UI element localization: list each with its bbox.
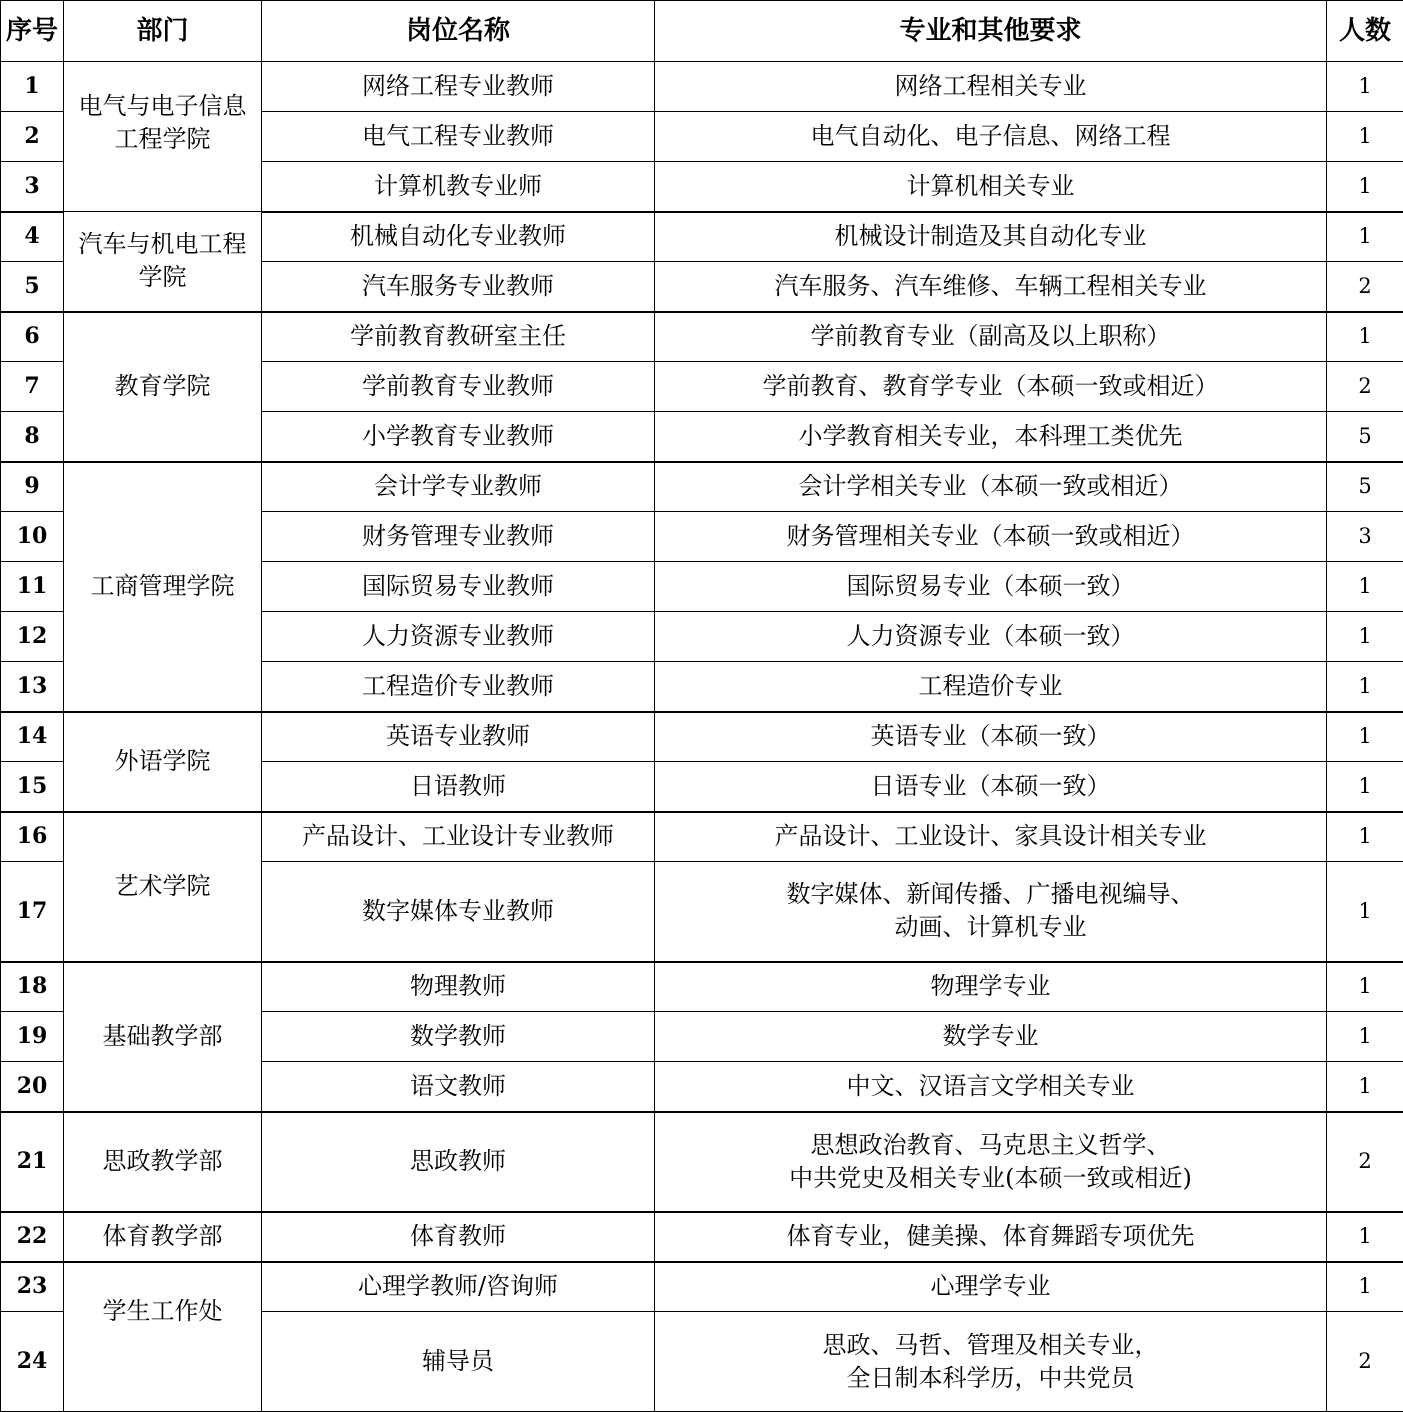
row-seq: 15 bbox=[1, 762, 64, 812]
row-position: 机械自动化专业教师 bbox=[262, 212, 655, 262]
header-count: 人数 bbox=[1327, 1, 1403, 62]
row-count: 1 bbox=[1327, 862, 1403, 962]
row-seq: 13 bbox=[1, 662, 64, 712]
row-requirements: 物理学专业 bbox=[655, 962, 1327, 1012]
row-requirements: 国际贸易专业（本硕一致） bbox=[655, 562, 1327, 612]
row-position: 网络工程专业教师 bbox=[262, 62, 655, 112]
row-seq: 6 bbox=[1, 312, 64, 362]
table-row bbox=[1, 462, 1403, 512]
row-seq: 24 bbox=[1, 1312, 64, 1412]
row-count: 2 bbox=[1327, 1112, 1403, 1212]
row-position: 体育教师 bbox=[262, 1212, 655, 1262]
row-dept: 体育教学部 bbox=[64, 1212, 262, 1262]
row-seq: 5 bbox=[1, 262, 64, 312]
row-seq: 4 bbox=[1, 212, 64, 262]
row-seq: 21 bbox=[1, 1112, 64, 1212]
row-seq: 23 bbox=[1, 1262, 64, 1312]
row-seq: 9 bbox=[1, 462, 64, 512]
row-seq: 14 bbox=[1, 712, 64, 762]
row-requirements: 会计学相关专业（本硕一致或相近） bbox=[655, 462, 1327, 512]
row-count: 3 bbox=[1327, 512, 1403, 562]
row-position: 语文教师 bbox=[262, 1062, 655, 1112]
row-seq: 11 bbox=[1, 562, 64, 612]
row-requirements: 人力资源专业（本硕一致） bbox=[655, 612, 1327, 662]
header-position: 岗位名称 bbox=[262, 1, 655, 62]
row-position: 心理学教师/咨询师 bbox=[262, 1262, 655, 1312]
row-count: 1 bbox=[1327, 712, 1403, 762]
row-seq: 8 bbox=[1, 412, 64, 462]
row-dept: 教育学院 bbox=[64, 312, 262, 462]
table-row bbox=[1, 1212, 1403, 1262]
row-count: 1 bbox=[1327, 562, 1403, 612]
row-position: 工程造价专业教师 bbox=[262, 662, 655, 712]
row-position: 英语专业教师 bbox=[262, 712, 655, 762]
row-seq: 20 bbox=[1, 1062, 64, 1112]
row-count: 1 bbox=[1327, 62, 1403, 112]
header-dept: 部门 bbox=[64, 1, 262, 62]
row-requirements: 电气自动化、电子信息、网络工程 bbox=[655, 112, 1327, 162]
row-requirements: 学前教育、教育学专业（本硕一致或相近） bbox=[655, 362, 1327, 412]
row-seq: 10 bbox=[1, 512, 64, 562]
row-requirements: 数学专业 bbox=[655, 1012, 1327, 1062]
row-count: 2 bbox=[1327, 1312, 1403, 1412]
row-dept: 学生工作处 bbox=[64, 1262, 262, 1412]
row-count: 1 bbox=[1327, 1012, 1403, 1062]
row-dept: 工商管理学院 bbox=[64, 462, 262, 712]
row-seq: 17 bbox=[1, 862, 64, 962]
row-seq: 2 bbox=[1, 112, 64, 162]
row-count: 2 bbox=[1327, 262, 1403, 312]
row-requirements: 数字媒体、新闻传播、广播电视编导、 动画、计算机专业 bbox=[655, 862, 1327, 962]
row-position: 会计学专业教师 bbox=[262, 462, 655, 512]
row-position: 汽车服务专业教师 bbox=[262, 262, 655, 312]
row-count: 1 bbox=[1327, 1062, 1403, 1112]
row-dept: 汽车与机电工程学院 bbox=[64, 212, 262, 312]
row-count: 1 bbox=[1327, 112, 1403, 162]
row-count: 1 bbox=[1327, 162, 1403, 212]
table-row bbox=[1, 962, 1403, 1012]
row-position: 数字媒体专业教师 bbox=[262, 862, 655, 962]
row-requirements: 网络工程相关专业 bbox=[655, 62, 1327, 112]
row-seq: 7 bbox=[1, 362, 64, 412]
row-requirements: 思政、马哲、管理及相关专业， 全日制本科学历，中共党员 bbox=[655, 1312, 1327, 1412]
row-position: 学前教育专业教师 bbox=[262, 362, 655, 412]
row-position: 计算机教专业师 bbox=[262, 162, 655, 212]
row-requirements: 中文、汉语言文学相关专业 bbox=[655, 1062, 1327, 1112]
row-position: 物理教师 bbox=[262, 962, 655, 1012]
row-requirements: 产品设计、工业设计、家具设计相关专业 bbox=[655, 812, 1327, 862]
table-row bbox=[1, 62, 1403, 112]
row-position: 产品设计、工业设计专业教师 bbox=[262, 812, 655, 862]
row-requirements: 思想政治教育、马克思主义哲学、 中共党史及相关专业(本硕一致或相近) bbox=[655, 1112, 1327, 1212]
row-seq: 1 bbox=[1, 62, 64, 112]
row-position: 国际贸易专业教师 bbox=[262, 562, 655, 612]
table-row bbox=[1, 712, 1403, 762]
row-count: 1 bbox=[1327, 1262, 1403, 1312]
row-requirements: 工程造价专业 bbox=[655, 662, 1327, 712]
row-position: 日语教师 bbox=[262, 762, 655, 812]
row-count: 2 bbox=[1327, 362, 1403, 412]
row-requirements: 机械设计制造及其自动化专业 bbox=[655, 212, 1327, 262]
row-count: 1 bbox=[1327, 962, 1403, 1012]
table-row bbox=[1, 212, 1403, 262]
row-position: 数学教师 bbox=[262, 1012, 655, 1062]
row-seq: 12 bbox=[1, 612, 64, 662]
row-requirements: 学前教育专业（副高及以上职称） bbox=[655, 312, 1327, 362]
row-position: 学前教育教研室主任 bbox=[262, 312, 655, 362]
row-count: 1 bbox=[1327, 662, 1403, 712]
row-requirements: 财务管理相关专业（本硕一致或相近） bbox=[655, 512, 1327, 562]
table-row bbox=[1, 812, 1403, 862]
row-position: 财务管理专业教师 bbox=[262, 512, 655, 562]
row-requirements: 日语专业（本硕一致） bbox=[655, 762, 1327, 812]
row-dept: 基础教学部 bbox=[64, 962, 262, 1112]
header-row bbox=[1, 1, 1403, 62]
row-count: 5 bbox=[1327, 412, 1403, 462]
row-seq: 16 bbox=[1, 812, 64, 862]
row-seq: 3 bbox=[1, 162, 64, 212]
row-requirements: 汽车服务、汽车维修、车辆工程相关专业 bbox=[655, 262, 1327, 312]
row-count: 1 bbox=[1327, 762, 1403, 812]
table-row bbox=[1, 1262, 1403, 1312]
table-row bbox=[1, 1112, 1403, 1212]
row-requirements: 小学教育相关专业，本科理工类优先 bbox=[655, 412, 1327, 462]
header-requirements: 专业和其他要求 bbox=[655, 1, 1327, 62]
row-position: 小学教育专业教师 bbox=[262, 412, 655, 462]
header-seq: 序号 bbox=[1, 1, 64, 62]
row-seq: 18 bbox=[1, 962, 64, 1012]
row-position: 辅导员 bbox=[262, 1312, 655, 1412]
table-row bbox=[1, 312, 1403, 362]
row-dept: 外语学院 bbox=[64, 712, 262, 812]
row-position: 电气工程专业教师 bbox=[262, 112, 655, 162]
row-count: 1 bbox=[1327, 612, 1403, 662]
row-seq: 22 bbox=[1, 1212, 64, 1262]
row-dept: 艺术学院 bbox=[64, 812, 262, 962]
row-requirements: 计算机相关专业 bbox=[655, 162, 1327, 212]
row-dept: 电气与电子信息工程学院 bbox=[64, 62, 262, 212]
row-count: 1 bbox=[1327, 1212, 1403, 1262]
row-position: 思政教师 bbox=[262, 1112, 655, 1212]
row-dept: 思政教学部 bbox=[64, 1112, 262, 1212]
row-requirements: 英语专业（本硕一致） bbox=[655, 712, 1327, 762]
row-count: 1 bbox=[1327, 812, 1403, 862]
row-count: 1 bbox=[1327, 312, 1403, 362]
row-seq: 19 bbox=[1, 1012, 64, 1062]
row-count: 1 bbox=[1327, 212, 1403, 262]
row-requirements: 体育专业，健美操、体育舞蹈专项优先 bbox=[655, 1212, 1327, 1262]
row-count: 5 bbox=[1327, 462, 1403, 512]
row-position: 人力资源专业教师 bbox=[262, 612, 655, 662]
row-requirements: 心理学专业 bbox=[655, 1262, 1327, 1312]
